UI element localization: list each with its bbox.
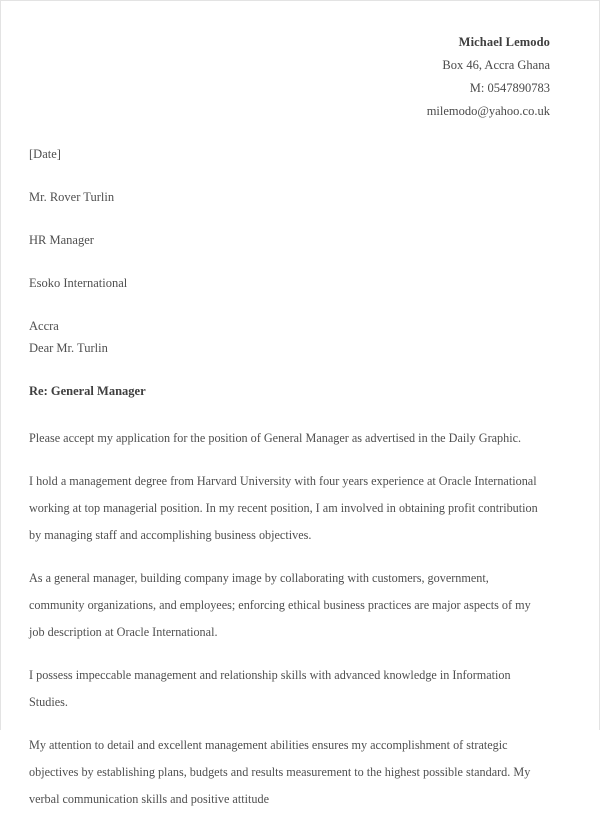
body-paragraph: I hold a management degree from Harvard University with four years experience at Oracle International working at top managerial position. In my recent position, I am involved in obtaining profit contribution by managing staff and accomplishing business objectives. — [29, 474, 538, 542]
sender-address: Box 46, Accra Ghana — [442, 58, 550, 72]
body-paragraph: Please accept my application for the position of General Manager as advertised in the Daily Graphic. — [29, 431, 522, 445]
body-paragraph: My attention to detail and excellent management abilities ensures my accomplishment of strategic objectives by establishing plans, budgets and results measurement to the highest possible standard. My verbal communication skills and positive attitude — [29, 738, 531, 806]
salutation: Dear Mr. Turlin — [29, 341, 108, 355]
sender-phone: M: 0547890783 — [469, 81, 550, 95]
body-paragraph: I possess impeccable management and relationship skills with advanced knowledge in Information Studies. — [29, 668, 511, 709]
sender-email: milemodo@yahoo.co.uk — [426, 104, 550, 118]
letter-body — [29, 1, 550, 813]
sender-block — [29, 1, 550, 123]
sender-name: Michael Lemodo — [458, 35, 550, 49]
recipient-city: Accra — [29, 319, 59, 333]
recipient-title: HR Manager — [29, 233, 94, 247]
recipient-block — [29, 146, 550, 356]
date-placeholder: [Date] — [29, 147, 61, 161]
recipient-company: Esoko International — [29, 276, 128, 290]
subject-line: Re: General Manager — [29, 384, 146, 398]
recipient-name: Mr. Rover Turlin — [29, 190, 115, 204]
body-paragraph: As a general manager, building company image by collaborating with customers, government, community organizations, and employees; enforcing ethical business practices are major aspects of my job description at Oracle International. — [29, 571, 531, 639]
